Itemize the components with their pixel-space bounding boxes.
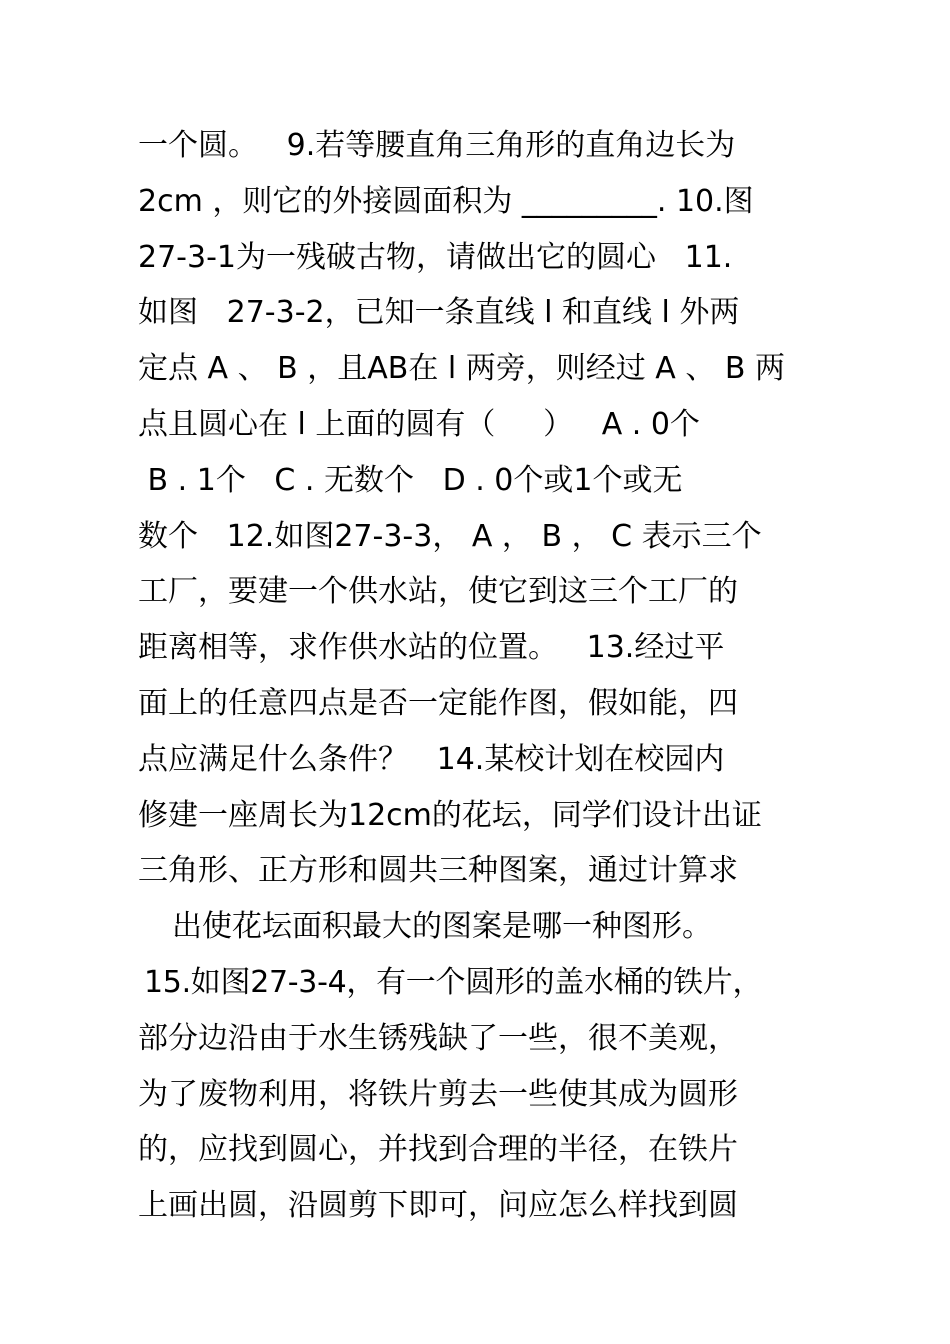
text-line: B . 1个 C . 无数个 D . 0个或1个或无 [138, 462, 683, 498]
text-line: 距离相等，求作供水站的位置。 13.经过平 [138, 630, 725, 666]
text-line: 修建一座周长为12cm的花坛，同学们设计出证 [138, 797, 762, 833]
text-line: 的，应找到圆心，并找到合理的半径，在铁片 [138, 1132, 738, 1168]
text-line: 如图 27-3-2，已知一条直线 l 和直线 l 外两 [138, 295, 740, 331]
text-line: 15.如图27-3-4，有一个圆形的盖水桶的铁片， [144, 964, 763, 1000]
text-line: 三角形、正方形和圆共三种图案，通过计算求 [138, 853, 738, 889]
text-line: 工厂，要建一个供水站，使它到这三个工厂的 [138, 574, 738, 610]
text-line: 定点 A 、 B ，且AB在 l 两旁，则经过 A 、 B 两 [138, 351, 786, 387]
text-line: 为了废物利用，将铁片剪去一些使其成为圆形 [138, 1076, 738, 1112]
text-line: 2cm ，则它的外接圆面积为 _________. 10.图 [138, 183, 754, 219]
text-line: 部分边沿由于水生锈残缺了一些，很不美观， [138, 1020, 738, 1056]
text-line: 数个 12.如图27-3-3， A ， B ， C 表示三个 [138, 518, 762, 554]
text-line: 27-3-1为一残破古物，请做出它的圆心 11. [138, 239, 733, 275]
text-line: 出使花坛面积最大的图案是哪一种图形。 [172, 909, 712, 945]
text-line: 点应满足什么条件？ 14.某校计划在校园内 [138, 741, 725, 777]
text-line: 点且圆心在 l 上面的圆有（ ） A . 0个 [138, 406, 700, 442]
text-line: 一个圆。 9.若等腰直角三角形的直角边长为 [138, 128, 736, 163]
text-line: 上画出圆，沿圆剪下即可，问应怎么样找到圆 [138, 1188, 738, 1224]
text-line: 面上的任意四点是否一定能作图，假如能，四 [138, 685, 738, 721]
body-text [138, 118, 828, 1234]
